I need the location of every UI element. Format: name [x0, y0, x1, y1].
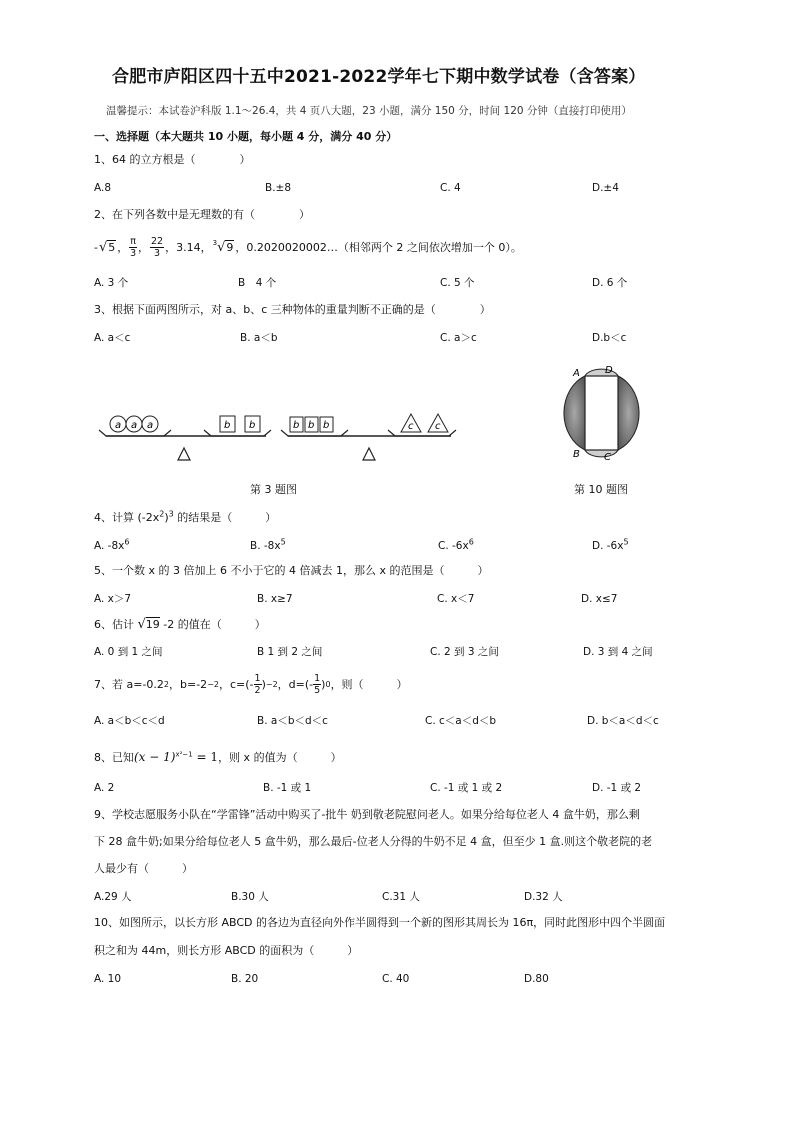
- q10-option-a: A. 10: [94, 973, 122, 985]
- q1-option-d: D.±4: [592, 182, 619, 194]
- q6-option-b: B 1 到 2 之间: [257, 646, 323, 658]
- q4-option-b-text: B. -8x: [250, 540, 281, 552]
- question-3: 3、根据下面两图所示，对 a、b、c 三种物体的重量判断不正确的是（ ）: [94, 303, 491, 316]
- q4-option-a: [94, 539, 129, 553]
- radical-icon: √: [217, 239, 226, 255]
- q6-text: -2 的值在（ ）: [159, 618, 266, 631]
- q2-number-rest: ，0.2020020002…（相邻两个 2 之间依次增加一个 0）。: [235, 240, 522, 254]
- q2-separator: ，: [117, 240, 129, 254]
- q2-sqrt5-radicand: 5: [108, 241, 116, 254]
- q7-text: ，c=(-: [218, 677, 254, 691]
- q4-option-d-text: D. -6x: [592, 540, 624, 552]
- q2-pi-over-3: [129, 236, 137, 259]
- q10-option-d: D.80: [524, 973, 549, 985]
- q8-option-c: C. -1 或 1 或 2: [430, 782, 503, 794]
- q9-option-b: B.30 人: [231, 891, 269, 903]
- q5-option-d: D. x≤7: [581, 593, 618, 605]
- q8-option-b: B. -1 或 1: [263, 782, 312, 794]
- q7-option-c: C. c＜a＜d＜b: [425, 715, 497, 727]
- q8-text: ，则 x 的值为（ ）: [218, 751, 342, 764]
- radical-icon: √: [98, 239, 108, 255]
- q5-option-a: A. x＞7: [94, 593, 132, 605]
- fig10-label-a: A: [573, 368, 580, 379]
- q6-radicand: 19: [145, 618, 160, 631]
- q4-option-d-exponent: 5: [623, 537, 629, 547]
- q7-text: ): [321, 677, 326, 691]
- fig3-label-a: a: [115, 420, 122, 431]
- q3-option-a: A. a＜c: [94, 332, 131, 344]
- question-7: 7、若 a=-0.2 2 ，b=-2 −2 ，c=(- $\frac{1}{2}$ ) −2 ，d=(- $\frac{1}{5}$ ) 0 ，则（ ）: [94, 673, 408, 696]
- question-8: [94, 750, 342, 765]
- q4-text: 的结果是（ ）: [173, 511, 277, 524]
- q8-option-d: D. -1 或 2: [592, 782, 642, 794]
- q7-frac-denominator: 5: [314, 685, 321, 696]
- q7-fraction-1-5: [313, 673, 321, 696]
- section-heading: 一、选择题（本大题共 10 小题，每小题 4 分，满分 40 分）: [94, 130, 398, 143]
- q6-option-a: A. 0 到 1 之间: [94, 646, 163, 658]
- fig3-label-c: c: [435, 421, 441, 432]
- fig10-label-c: C: [604, 452, 611, 463]
- q2-option-d: D. 6 个: [592, 277, 628, 289]
- figure-10-caption: 第 10 题图: [574, 483, 628, 496]
- q10-option-b: B. 20: [231, 973, 259, 985]
- q3-option-b: B. a＜b: [240, 332, 278, 344]
- q4-text: 4、计算 (-2x: [94, 511, 160, 524]
- q7-text: ): [261, 677, 266, 691]
- fig3-label-a: a: [147, 420, 154, 431]
- q9-option-d: D.32 人: [524, 891, 563, 903]
- q7-option-a: A. a＜b＜c＜d: [94, 715, 165, 727]
- q4-option-b: [250, 539, 286, 553]
- q10-option-c: C. 40: [382, 973, 410, 985]
- q3-option-d: D.b＜c: [592, 332, 627, 344]
- question-9-line-1: 9、学校志愿服务小队在“学雷锋”活动中购买了-批牛 奶到敬老院慰问老人。如果分给每位老人 4 盒牛奶，那么剩: [94, 808, 640, 821]
- q2-option-c: C. 5 个: [440, 277, 475, 289]
- question-9-line-2: 下 28 盒牛奶;如果分给每位老人 5 盒牛奶，那么最后-位老人分得的牛奶不足 4 盒，但至少 1 盒.则这个敬老院的老: [94, 835, 653, 848]
- question-9-line-3: 人最少有（ ）: [94, 862, 193, 875]
- q7-text: 7、若 a=-0.2: [94, 677, 164, 691]
- q2-frac-denominator: 3: [154, 248, 161, 259]
- q2-option-a: A. 3 个: [94, 277, 129, 289]
- q7-text: ，则（ ）: [330, 677, 408, 691]
- q6-text: 6、估计: [94, 618, 138, 631]
- q7-frac-denominator: 2: [254, 685, 261, 696]
- q4-option-c-text: C. -6x: [438, 540, 469, 552]
- question-6: [94, 618, 266, 632]
- q4-option-a-exponent: 6: [124, 537, 130, 547]
- q5-option-b: B. x≥7: [257, 593, 293, 605]
- figure-3-balances: [96, 400, 466, 470]
- q7-text: ，b=-2: [169, 677, 208, 691]
- q9-option-c: C.31 人: [382, 891, 420, 903]
- q8-text: = 1: [192, 750, 219, 764]
- page-title: 合肥市庐阳区四十五中2021-2022学年七下期中数学试卷（含答案）: [112, 67, 646, 87]
- question-5: 5、一个数 x 的 3 倍加上 6 不小于它的 4 倍减去 1，那么 x 的范围是（ ）: [94, 564, 489, 577]
- q2-number-list: [94, 236, 522, 259]
- q2-pi-numerator: π: [130, 236, 137, 247]
- fig3-label-b: b: [323, 420, 330, 431]
- fig3-label-b: b: [249, 420, 256, 431]
- tip-text: 温馨提示：本试卷沪科版 1.1～26.4，共 4 页八大题，23 小题，满分 150 分，时间 120 分钟（直接打印使用）: [106, 105, 632, 117]
- q4-option-a-text: A. -8x: [94, 540, 125, 552]
- question-1: 1、64 的立方根是（ ）: [94, 153, 251, 166]
- q2-pi-denominator: 3: [130, 248, 137, 259]
- q6-option-d: D. 3 到 4 之间: [583, 646, 653, 658]
- q7-frac-numerator: 1: [314, 673, 321, 684]
- q4-exponent: 2: [159, 509, 165, 519]
- q8-option-a: A. 2: [94, 782, 115, 794]
- q8-base: (x − 1): [134, 750, 176, 764]
- q7-option-d: D. b＜a＜d＜c: [587, 715, 659, 727]
- q2-frac-numerator: 22: [151, 236, 164, 247]
- fig10-label-b: B: [573, 449, 580, 460]
- q2-cbrt-radicand: 9: [226, 241, 234, 254]
- fig3-label-c: c: [408, 421, 414, 432]
- fig3-label-b: b: [224, 420, 231, 431]
- q1-option-b: B.±8: [265, 182, 292, 194]
- q2-number-3-14: ，3.14，: [165, 240, 212, 254]
- fig3-label-a: a: [131, 420, 138, 431]
- q5-option-c: C. x＜7: [437, 593, 475, 605]
- q7-fraction-1-2: [254, 673, 262, 696]
- q7-frac-numerator: 1: [254, 673, 261, 684]
- q2-cube-root-9: $^3$ √ 9: [212, 238, 234, 255]
- balance-2: [281, 414, 456, 460]
- q7-text: ，d=(-: [277, 677, 314, 691]
- q2-separator: ，: [138, 240, 150, 254]
- question-10-line-2: 积之和为 44m，则长方形 ABCD 的面积为（ ）: [94, 944, 359, 957]
- q8-text: 8、已知: [94, 751, 134, 764]
- q8-exponent: x²−1: [175, 750, 193, 759]
- q1-option-a: A.8: [94, 182, 112, 194]
- q6-option-c: C. 2 到 3 之间: [430, 646, 499, 658]
- q4-option-c: [438, 539, 474, 553]
- figure-3-caption: 第 3 题图: [250, 483, 297, 496]
- q4-option-b-exponent: 5: [280, 537, 286, 547]
- q4-text: ): [164, 511, 169, 524]
- q9-option-a: A.29 人: [94, 891, 132, 903]
- balance-1: [99, 416, 271, 460]
- q4-exponent: 3: [168, 509, 174, 519]
- question-10-line-1: 10、如图所示，以长方形 ABCD 的各边为直径向外作半圆得到一个新的图形其周长为 16π，同时此图形中四个半圆面: [94, 916, 666, 929]
- question-4: [94, 511, 276, 525]
- q2-22-over-3: [150, 236, 164, 259]
- question-2: 2、在下列各数中是无理数的有（ ）: [94, 208, 310, 221]
- q7-option-b: B. a＜b＜d＜c: [257, 715, 328, 727]
- q2-option-b: B 4 个: [238, 277, 277, 289]
- radical-icon: √: [137, 617, 146, 632]
- q2-sqrt5: [99, 240, 116, 255]
- q4-option-d: [592, 539, 629, 553]
- fig3-label-b: b: [308, 420, 315, 431]
- figure-10-rectangle-semicircles: [548, 362, 658, 467]
- fig10-label-d: D: [605, 365, 613, 376]
- q3-option-c: C. a＞c: [440, 332, 477, 344]
- q1-option-c: C. 4: [440, 182, 461, 194]
- q2-neg-sign: -: [94, 240, 98, 254]
- q4-option-c-exponent: 6: [468, 537, 474, 547]
- fig3-label-b: b: [293, 420, 300, 431]
